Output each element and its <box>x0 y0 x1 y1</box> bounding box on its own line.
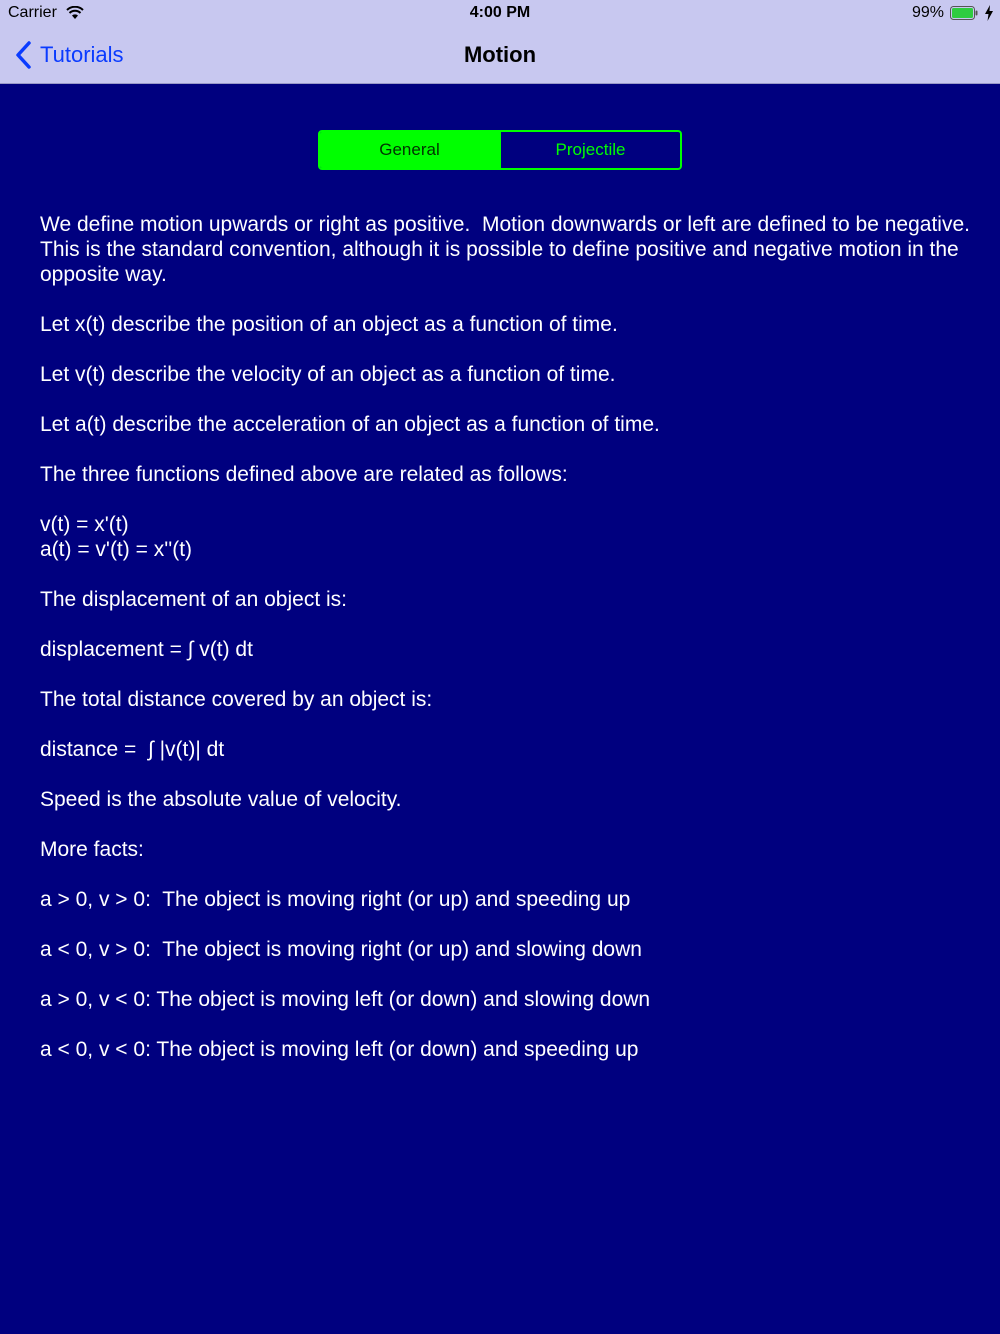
paragraph-displacement-formula: displacement = ∫ v(t) dt <box>40 638 253 661</box>
paragraph-relation-intro: The three functions defined above are related as follows: <box>40 463 568 486</box>
paragraph-distance-intro: The total distance covered by an object is: <box>40 688 433 711</box>
segment-general[interactable]: General <box>320 132 499 168</box>
top-bar <box>0 0 1000 84</box>
paragraph-acceleration: Let a(t) describe the acceleration of an object as a function of time. <box>40 413 660 436</box>
segment-projectile[interactable]: Projectile <box>499 132 680 168</box>
paragraph-more-facts: More facts: <box>40 838 144 861</box>
status-carrier: Carrier <box>8 4 57 21</box>
tutorial-content <box>40 212 982 1087</box>
paragraph-distance-formula: distance = ∫ |v(t)| dt <box>40 738 225 761</box>
paragraph-fact-4: a < 0, v < 0: The object is moving left (or down) and speeding up <box>40 1038 639 1061</box>
battery-percentage: 99% <box>911 4 944 21</box>
battery-icon <box>950 6 978 20</box>
paragraph-relations: v(t) = x'(t) a(t) = v'(t) = x''(t) <box>40 513 193 561</box>
paragraph-position: Let x(t) describe the position of an object as a function of time. <box>40 313 618 336</box>
paragraph-fact-1: a > 0, v > 0: The object is moving right (or up) and speeding up <box>40 888 631 911</box>
paragraph-speed: Speed is the absolute value of velocity. <box>40 788 402 811</box>
status-time: 4:00 PM <box>469 4 531 21</box>
back-button-label: Tutorials <box>40 42 124 67</box>
paragraph-displacement-intro: The displacement of an object is: <box>40 588 348 611</box>
paragraph-sign-convention: We define motion upwards or right as positive. Motion downwards or left are defined to be negative. This is the standard convention, although it is possible to define positive and negative motion in the opposite way. <box>40 213 982 286</box>
page-title: Motion <box>463 42 537 67</box>
paragraph-fact-2: a < 0, v > 0: The object is moving right (or up) and slowing down <box>40 938 642 961</box>
paragraph-fact-3: a > 0, v < 0: The object is moving left (or down) and slowing down <box>40 988 651 1011</box>
charging-icon <box>984 5 994 21</box>
paragraph-velocity: Let v(t) describe the velocity of an object as a function of time. <box>40 363 616 386</box>
segmented-control <box>318 130 682 170</box>
